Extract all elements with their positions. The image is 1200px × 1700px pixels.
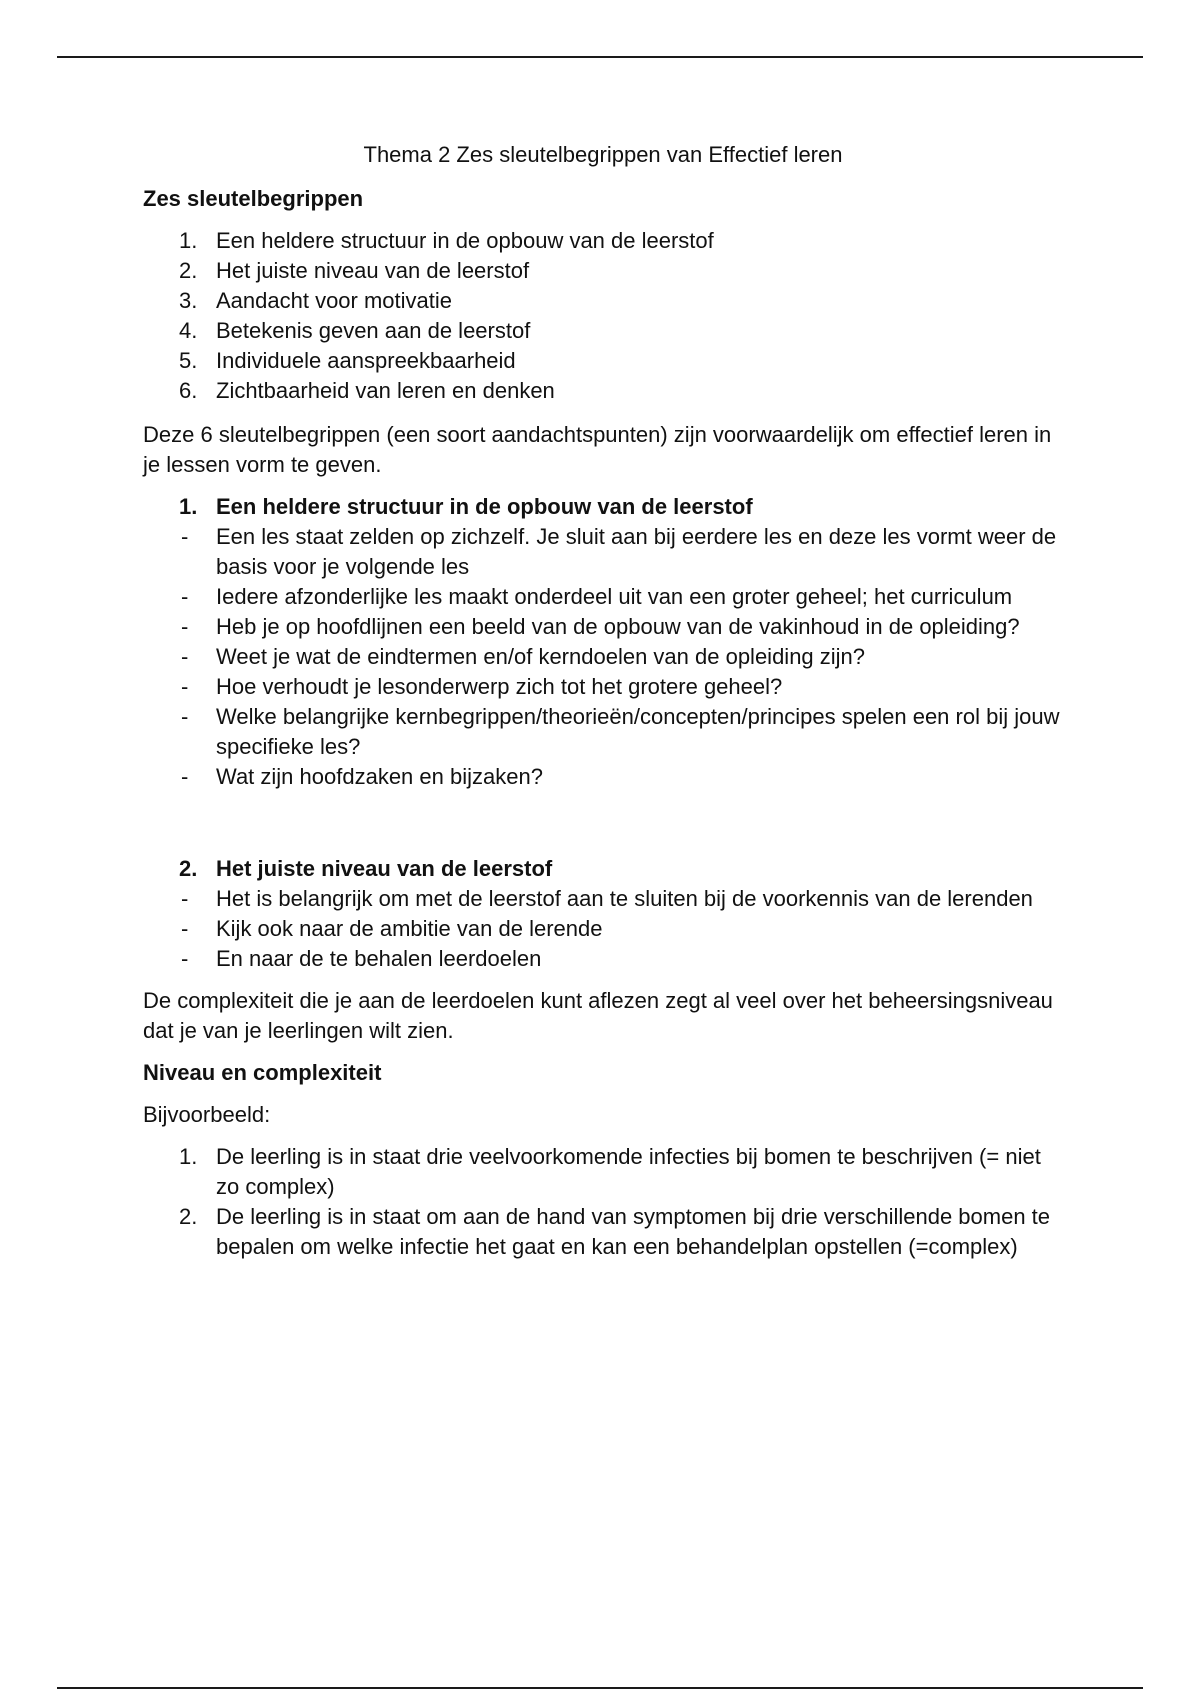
heading-zes-sleutelbegrippen: Zes sleutelbegrippen bbox=[143, 186, 364, 211]
list-item: - Hoe verhoudt je lesonderwerp zich tot het grotere geheel? bbox=[181, 674, 783, 699]
list-item: 2. De leerling is in staat om aan de hand van symptomen bij drie verschillende bomen te bepalen om welke infectie het gaat en kan een behandelplan opstellen (=complex) bbox=[179, 1204, 1051, 1259]
section-2-bullets bbox=[143, 884, 1063, 974]
list-item: 1. Een heldere structuur in de opbouw van de leerstof bbox=[179, 228, 714, 253]
list-item: - Heb je op hoofdlijnen een beeld van de opbouw van de vakinhoud in de opleiding? bbox=[181, 614, 1020, 639]
list-item: - Een les staat zelden op zichzelf. Je sluit aan bij eerdere les en deze les vormt weer de basis voor je volgende les bbox=[181, 524, 1057, 579]
list-item: 3. Aandacht voor motivatie bbox=[179, 288, 453, 313]
list-item: - Iedere afzonderlijke les maakt onderdeel uit van een groter geheel; het curriculum bbox=[181, 584, 1013, 609]
top-rule bbox=[57, 56, 1143, 58]
section-1-heading: 1. Een heldere structuur in de opbouw van de leerstof bbox=[179, 494, 753, 519]
key-concepts-list bbox=[143, 226, 1063, 406]
section-2-heading: 2. Het juiste niveau van de leerstof bbox=[179, 856, 553, 881]
list-item: 2. Het juiste niveau van de leerstof bbox=[179, 258, 530, 283]
document-page bbox=[143, 140, 1063, 1276]
complexity-paragraph: De complexiteit die je aan de leerdoelen kunt aflezen zegt al veel over het beheersingsniveau dat je van je leerlingen wilt zien. bbox=[143, 988, 1053, 1043]
list-item: - Weet je wat de eindtermen en/of kerndoelen van de opleiding zijn? bbox=[181, 644, 866, 669]
heading-niveau-en-complexiteit: Niveau en complexiteit bbox=[143, 1060, 382, 1085]
list-item: - Wat zijn hoofdzaken en bijzaken? bbox=[181, 764, 543, 789]
list-item: - En naar de te behalen leerdoelen bbox=[181, 946, 542, 971]
list-item: 5. Individuele aanspreekbaarheid bbox=[179, 348, 516, 373]
list-item: - Kijk ook naar de ambitie van de lerende bbox=[181, 916, 603, 941]
list-item: 1. De leerling is in staat drie veelvoorkomende infecties bij bomen te beschrijven (= niet zo complex) bbox=[179, 1144, 1041, 1199]
examples-list bbox=[143, 1142, 1063, 1262]
list-item: 4. Betekenis geven aan de leerstof bbox=[179, 318, 531, 343]
list-item: - Welke belangrijke kernbegrippen/theorieën/concepten/principes spelen een rol bij jouw specifieke les? bbox=[181, 704, 1060, 759]
list-item: 6. Zichtbaarheid van leren en denken bbox=[179, 378, 555, 403]
document-title: Thema 2 Zes sleutelbegrippen van Effectief leren bbox=[363, 142, 843, 167]
intro-paragraph: Deze 6 sleutelbegrippen (een soort aandachtspunten) zijn voorwaardelijk om effectief leren in je lessen vorm te geven. bbox=[143, 422, 1052, 477]
list-item: - Het is belangrijk om met de leerstof aan te sluiten bij de voorkennis van de lerenden bbox=[181, 886, 1033, 911]
section-1-bullets bbox=[143, 522, 1063, 792]
example-label: Bijvoorbeeld: bbox=[143, 1102, 271, 1127]
bottom-rule bbox=[57, 1687, 1143, 1689]
